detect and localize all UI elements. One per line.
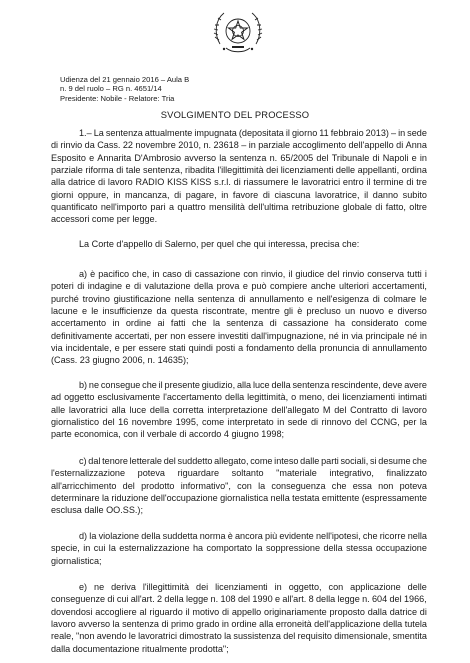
text-line: definitivamente accertati, per non essere investiti dall'impugnazione, né in via principale né in	[51, 330, 427, 341]
text-line: accertamento in ordine ai fatti che la sentenza di cassazione ha considerato come	[51, 318, 427, 329]
docket-number-line: n. 9 del ruolo – RG n. 4651/14	[60, 84, 162, 94]
text-line: giornalistica;	[51, 555, 102, 566]
paragraph-1	[51, 127, 427, 226]
text-line: alla datrice di lavoro RADIO KISS KISS s.r.l. di riassumere le lavoratrici entro il termine di tre	[51, 177, 427, 188]
text-line: c) dal tenore letterale del suddetto allegato, come inteso dalle parti sociali, si desume che	[79, 456, 427, 466]
text-line: La Corte d'appello di Salerno, per quel che qui interessa, precisa che:	[79, 239, 360, 249]
text-line: Esposito e Annarita D'Ambrosio avverso la sentenza n. 65/2005 del Tribunale di Napoli e in	[51, 152, 427, 163]
text-line: poteri di indagine e di valutazione della prova e può compiere anche ulteriori accertamenti,	[51, 281, 427, 292]
text-line: dovendosi accogliere al riguardo il motivo di appello originariamente proposto dalla datrice di	[51, 606, 427, 617]
hearing-info-header	[60, 75, 360, 103]
text-line: giornalistico del 16 novembre 1995, come interpretato in sede di rinnovo del CCNG, per la	[51, 417, 427, 428]
text-line: (Cass. 23 giugno 2006, n. 14635);	[51, 355, 189, 366]
paragraph-a	[51, 268, 427, 367]
text-line: l'esternalizzazione poteva riguardare soltanto "materiale integrativo, finalizzato	[51, 468, 427, 479]
presiding-judge-line: Presidente: Nobile - Relatore: Tria	[60, 93, 175, 103]
paragraph-d	[51, 530, 427, 567]
paragraph-2	[51, 238, 427, 250]
text-line: lacune e le insufficienze da questa riscontrate, mentre gli è precluso un nuovo e diverso	[51, 306, 427, 317]
text-line: parte economica, con il verbale di accordo 4 giugno 1998;	[51, 429, 285, 440]
paragraph-c	[51, 455, 427, 517]
text-line: d) la violazione della suddetta norma è ancora più evidente nell'ipotesi, che ricorre nella	[79, 531, 427, 541]
text-line: giorni oppure, in mancanza, di pagare, in favore di ciascuna lavoratrice, il danno subito	[51, 189, 427, 200]
paragraph-b	[51, 379, 427, 441]
text-line: e) ne deriva l'illegittimità dei licenziamenti in oggetto, con applicazione delle	[79, 582, 427, 592]
text-line: via incidentale, e per essere stati quindi posti a fondamento della pronuncia di annullamento	[51, 343, 427, 354]
italian-republic-emblem-icon	[210, 4, 266, 60]
text-line: specie, in cui la esternalizzazione ha comportato la soppressione della stessa occupazione	[51, 543, 427, 554]
text-line: dalla documentazione ritualmente prodotta";	[51, 643, 229, 654]
text-line: purché trovino giustificazione nella sentenza di annullamento e nell'esigenza di colmare le	[51, 293, 427, 304]
hearing-date-line: Udienza del 21 gennaio 2016 – Aula B	[60, 75, 190, 84]
text-line: lavoro avverso la sentenza di primo grado in ordine alla erroneità dell'applicazione della tutela	[51, 619, 427, 630]
paragraph-e	[51, 581, 427, 655]
text-line: alle lavoratrici alla luce della corretta interpretazione dell'allegato M del Contratto di lavoro	[51, 404, 427, 415]
text-line: a) è pacifico che, in caso di cassazione con rinvio, il giudice del rinvio conserva tutti i	[79, 269, 427, 279]
section-title: SVOLGIMENTO DEL PROCESSO	[160, 109, 310, 120]
text-line: determinare la riduzione dell'occupazione giornalistica nella testata emittente (espressamente	[51, 493, 427, 504]
text-line: esclusa dalle OO.SS.);	[51, 505, 143, 516]
text-line: di rinvio da Cass. 22 novembre 2010, n. 23618 – in parziale accoglimento dell'appello di Anna	[51, 140, 427, 151]
text-line: all'arricchimento del prodotto informativo", con la conseguenza che essa non poteva	[51, 480, 427, 491]
text-line: conseguenze di cui all'art. 2 della legge n. 108 del 1990 e all'art. 8 della legge n. 604 del 1966,	[51, 594, 427, 605]
text-line: b) ne consegue che il presente giudizio, alla luce della sentenza rescindente, deve avere	[79, 380, 427, 390]
text-line: 1.– La sentenza attualmente impugnata (depositata il giorno 11 febbraio 2013) – in sede	[79, 128, 427, 138]
text-line: accessori come per legge.	[51, 214, 158, 225]
text-line: ad oggetto esclusivamente l'accertamento della legittimità, o meno, dei licenziamenti intimati	[51, 392, 427, 403]
text-line: reale, "non avendo le lavoratrici dimostrato la sussistenza del requisito dimensionale, smentita	[51, 631, 427, 642]
text-line: parziale riforma di tale sentenza, ribadita l'illegittimità dei licenziamenti delle appellanti, ordina	[51, 165, 427, 176]
text-line: quantificato nell'importo pari a quattro mensilità dell'ultima retribuzione globale di fatto, oltre	[51, 202, 427, 213]
